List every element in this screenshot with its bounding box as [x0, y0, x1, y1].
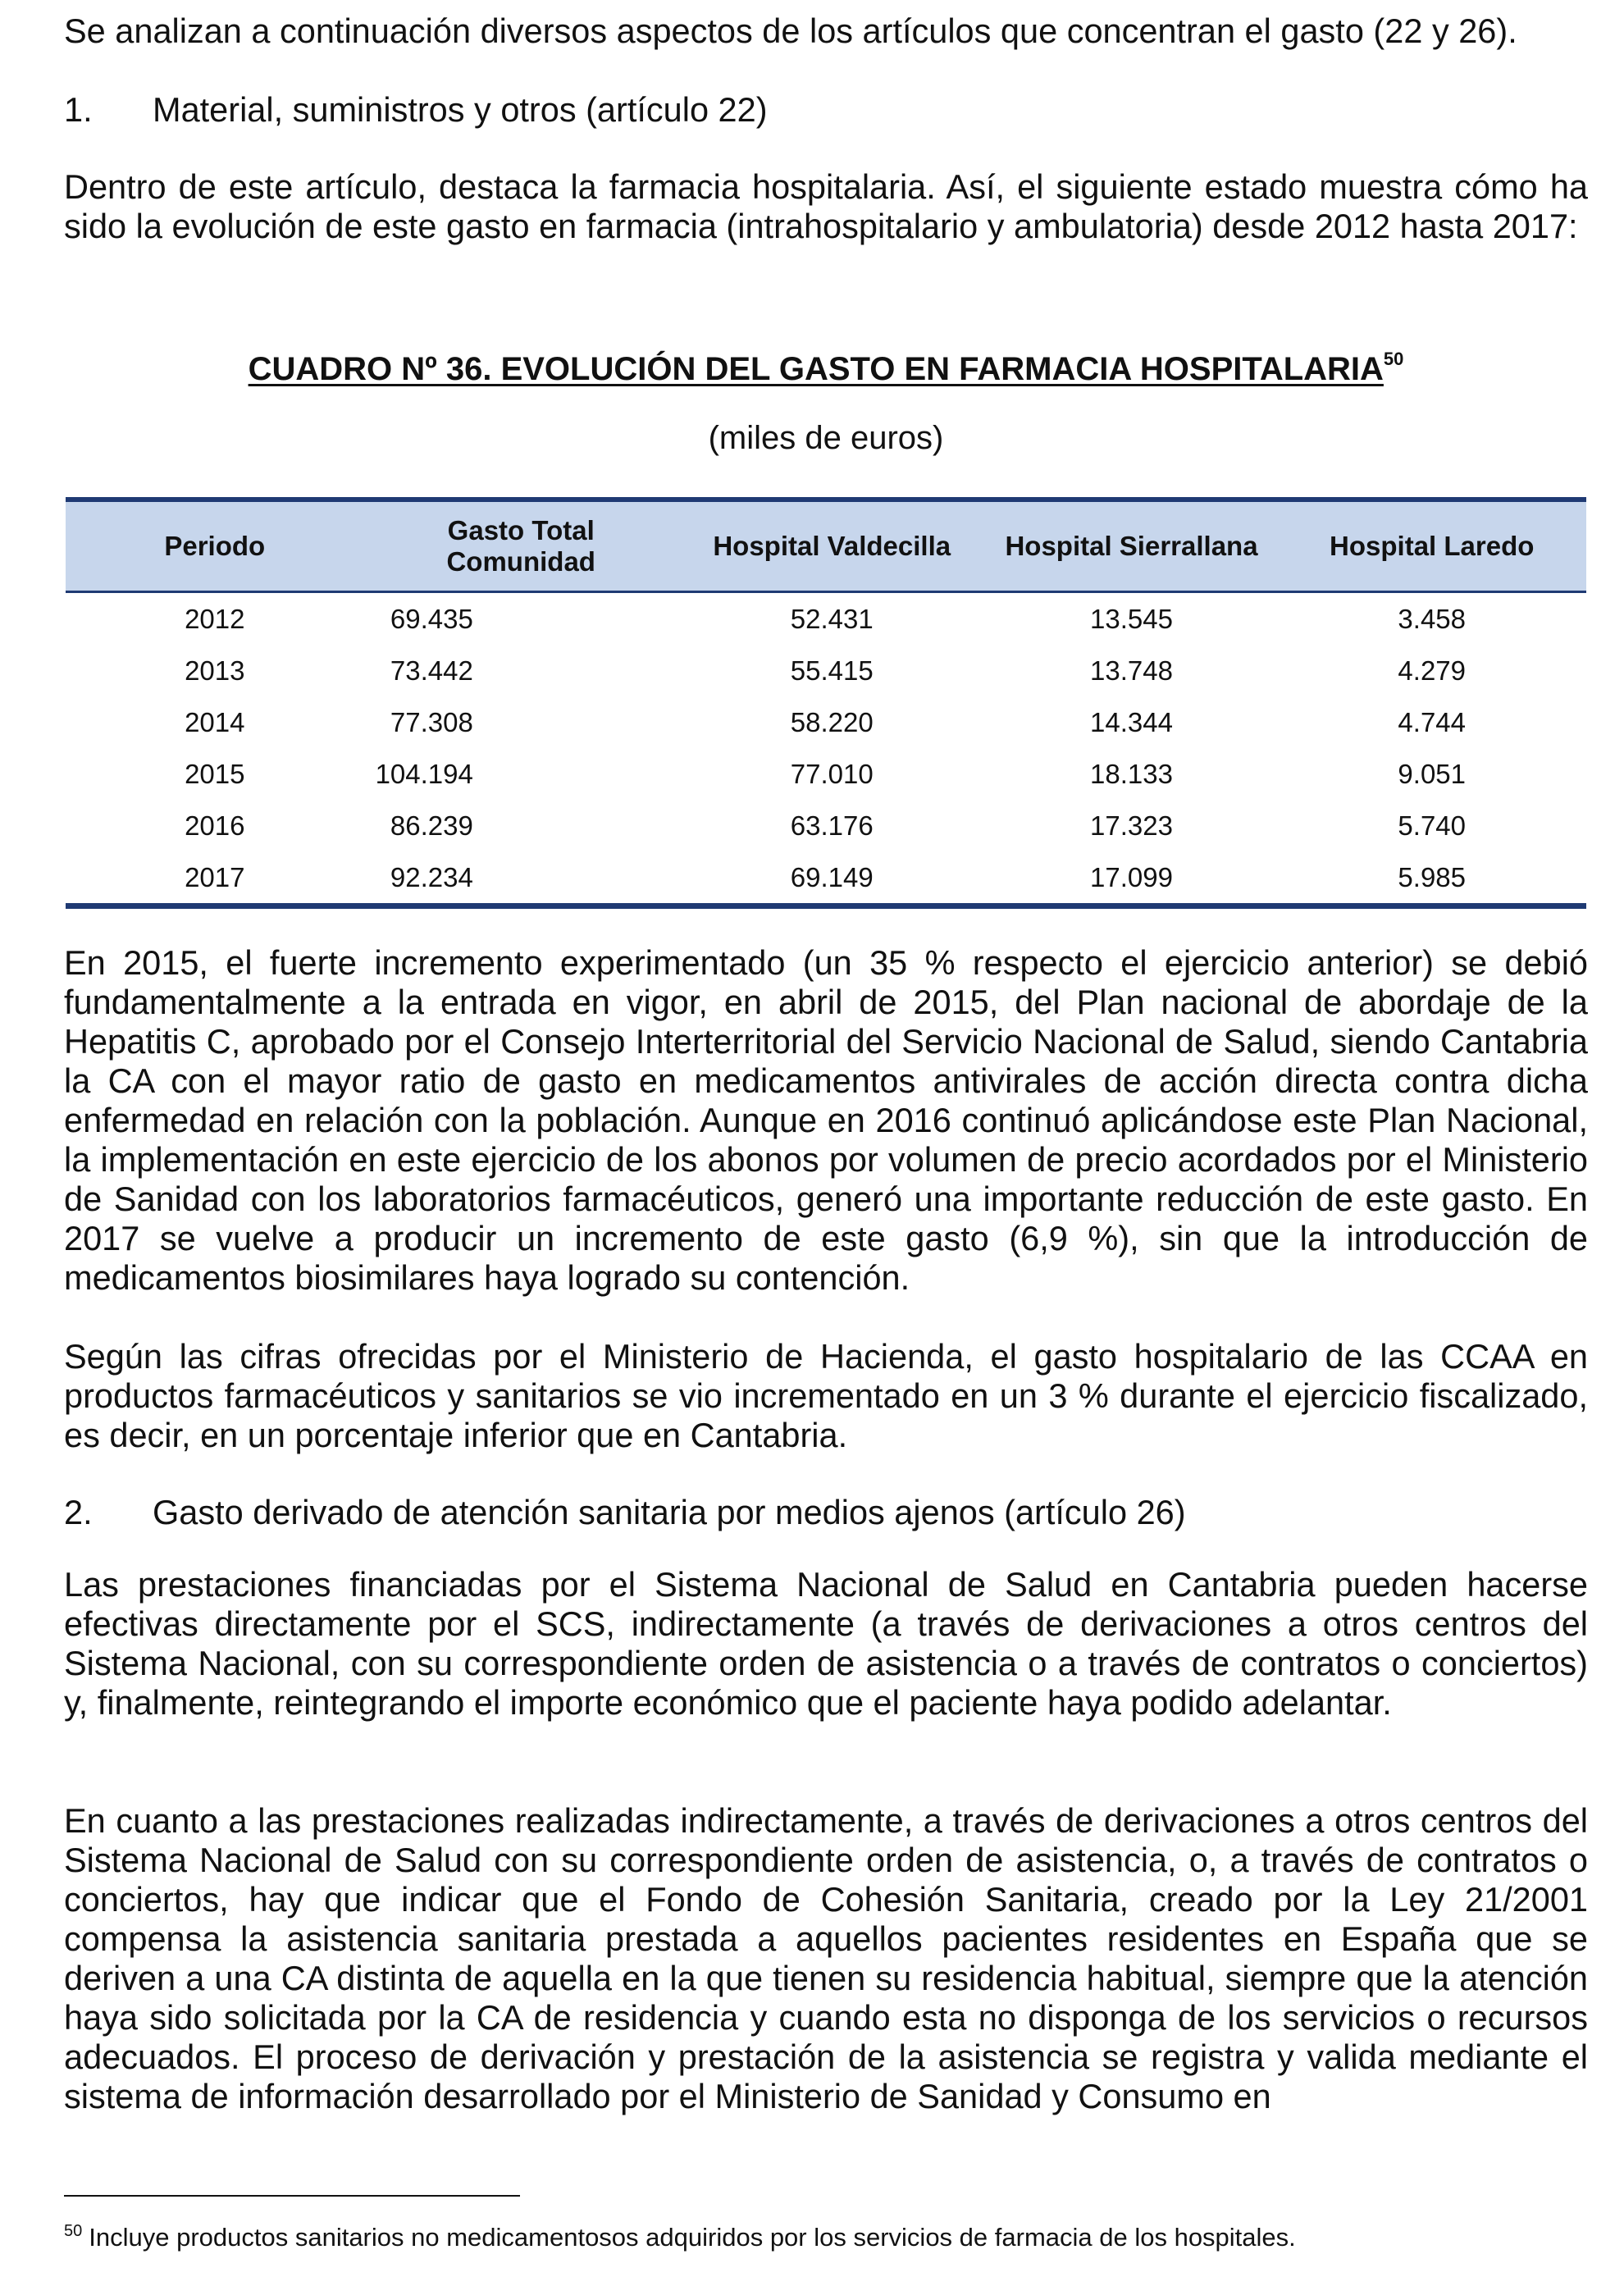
header-periodo: Periodo — [66, 500, 364, 592]
cell-periodo: 2016 — [185, 810, 245, 841]
cell-valdecilla: 52.431 — [790, 603, 874, 634]
cell-sierrallana: 14.344 — [1090, 706, 1173, 737]
section-2-number: 2. — [64, 1493, 93, 1531]
header-valdecilla: Hospital Valdecilla — [678, 500, 986, 592]
cell-periodo: 2017 — [66, 851, 364, 906]
section-2-title: Gasto derivado de atención sanitaria por medios ajenos (artículo 26) — [153, 1493, 1186, 1531]
cell-gasto-total: 92.234 — [364, 851, 678, 906]
paragraph-2: En 2015, el fuerte incremento experimentado (un 35 % respecto el ejercicio anterior) se debió fundamentalmente a la entrada en vigor, en abril de 2015, del Plan nacional de abordaje de la Hepatitis C, aprobado por el Consejo Interterritorial del Servicio Nacional de Salud, siendo Cantabria la CA con el mayor ratio de gasto en medicamentos antivirales de acción directa contra dicha enfermedad en relación con la población. Aunque en 2016 continuó aplicándose este Plan Nacional, la implementación en este ejercicio de los abonos por volumen de precio acordados por el Ministerio de Sanidad con los laboratorios farmacéuticos, generó una importante reducción de este gasto. En 2017 se vuelve a producir un incremento de este gasto (6,9 %), sin que la introducción de medicamentos biosimilares haya logrado su contención. — [64, 943, 1588, 1297]
header-laredo: Hospital Laredo — [1277, 500, 1586, 592]
paragraph-4: Las prestaciones financiadas por el Sistema Nacional de Salud en Cantabria pueden hacerse efectivas directamente por el SCS, indirectamente (a través de derivaciones a otros centros del Sistema Nacional, con su correspondiente orden de asistencia o a través de contratos o conciertos) y, finalmente, reintegrando el importe económico que el paciente haya podido adelantar. — [64, 1565, 1588, 1722]
cell-valdecilla: 63.176 — [790, 810, 874, 841]
cell-periodo: 2013 — [185, 655, 245, 686]
cell-valdecilla: 69.149 — [678, 851, 986, 906]
cell-periodo: 2015 — [185, 758, 245, 789]
cell-sierrallana: 17.323 — [1090, 810, 1173, 841]
cell-periodo: 2012 — [185, 603, 245, 634]
cell-sierrallana: 13.545 — [1090, 603, 1173, 634]
table-row — [66, 645, 1586, 696]
table-title — [64, 340, 1588, 389]
cell-periodo: 2014 — [185, 706, 245, 737]
cell-gasto-total: 77.308 — [390, 706, 473, 737]
cell-sierrallana: 13.748 — [1090, 655, 1173, 686]
cell-laredo: 5.740 — [1398, 810, 1467, 841]
header-sierrallana: Hospital Sierrallana — [986, 500, 1278, 592]
paragraph-5: En cuanto a las prestaciones realizadas indirectamente, a través de derivaciones a otros centros del Sistema Nacional de Salud con su correspondiente orden de asistencia, o, a través de contratos o conciertos, hay que indicar que el Fondo de Cohesión Sanitaria, creado por la Ley 21/2001 compensa la asistencia sanitaria prestada a aquellos pacientes residentes en España que se deriven a una CA distinta de aquella en la que tienen su residencia habitual, siempre que la atención haya sido solicitada por la CA de residencia y cuando esta no disponga de los servicios o recursos adecuados. El proceso de derivación y prestación de la asistencia se registra y valida mediante el sistema de información desarrollado por el Ministerio de Sanidad y Consumo en — [64, 1801, 1588, 2115]
section-2-heading — [64, 1493, 1186, 1532]
cell-gasto-total: 69.435 — [390, 603, 473, 634]
section-1-heading — [64, 90, 768, 130]
header-gasto-total: Gasto Total Comunidad — [364, 500, 678, 592]
cell-sierrallana: 18.133 — [1090, 758, 1173, 789]
cell-valdecilla: 55.415 — [790, 655, 874, 686]
cell-laredo: 4.744 — [1398, 706, 1467, 737]
table-row — [66, 800, 1586, 851]
cell-valdecilla: 58.220 — [790, 706, 874, 737]
footnote-separator — [64, 2195, 520, 2197]
cell-laredo: 9.051 — [1398, 758, 1467, 789]
cell-sierrallana: 17.099 — [986, 851, 1278, 906]
cell-laredo: 3.458 — [1398, 603, 1467, 634]
footnote — [64, 2215, 1296, 2254]
paragraph-3: Según las cifras ofrecidas por el Ministerio de Hacienda, el gasto hospitalario de las CCAA en productos farmacéuticos y sanitarios se vio incrementado en un 3 % durante el ejercicio fiscalizado, es decir, en un porcentaje inferior que en Cantabria. — [64, 1337, 1588, 1454]
table-unit: (miles de euros) — [708, 420, 944, 456]
section-1-title: Material, suministros y otros (artículo 22) — [153, 90, 768, 129]
cell-laredo: 5.985 — [1277, 851, 1586, 906]
cell-gasto-total: 86.239 — [390, 810, 473, 841]
cell-laredo: 4.279 — [1398, 655, 1467, 686]
footnote-ref: 50 — [1383, 349, 1404, 369]
table-title-text: CUADRO Nº 36. EVOLUCIÓN DEL GASTO EN FARMACIA HOSPITALARIA — [248, 351, 1384, 387]
footnote-text: Incluye productos sanitarios no medicamentosos adquiridos por los servicios de farmacia de los hospitales. — [89, 2223, 1296, 2252]
paragraph-1: Dentro de este artículo, destaca la farmacia hospitalaria. Así, el siguiente estado muestra cómo ha sido la evolución de este gasto en farmacia (intrahospitalario y ambulatoria) desde 2012 hasta 2017: — [64, 167, 1588, 245]
cell-valdecilla: 77.010 — [790, 758, 874, 789]
table-header-row — [66, 500, 1586, 592]
table-row — [66, 851, 1586, 906]
table-row — [66, 696, 1586, 748]
intro-paragraph: Se analizan a continuación diversos aspectos de los artículos que concentran el gasto (22 y 26). — [64, 11, 1517, 50]
pharmacy-spending-table — [66, 497, 1586, 909]
table-row — [66, 592, 1586, 646]
cell-gasto-total: 104.194 — [375, 758, 473, 789]
cell-gasto-total: 73.442 — [390, 655, 473, 686]
section-1-number: 1. — [64, 90, 93, 129]
table-row — [66, 748, 1586, 800]
footnote-number: 50 — [64, 2222, 83, 2240]
